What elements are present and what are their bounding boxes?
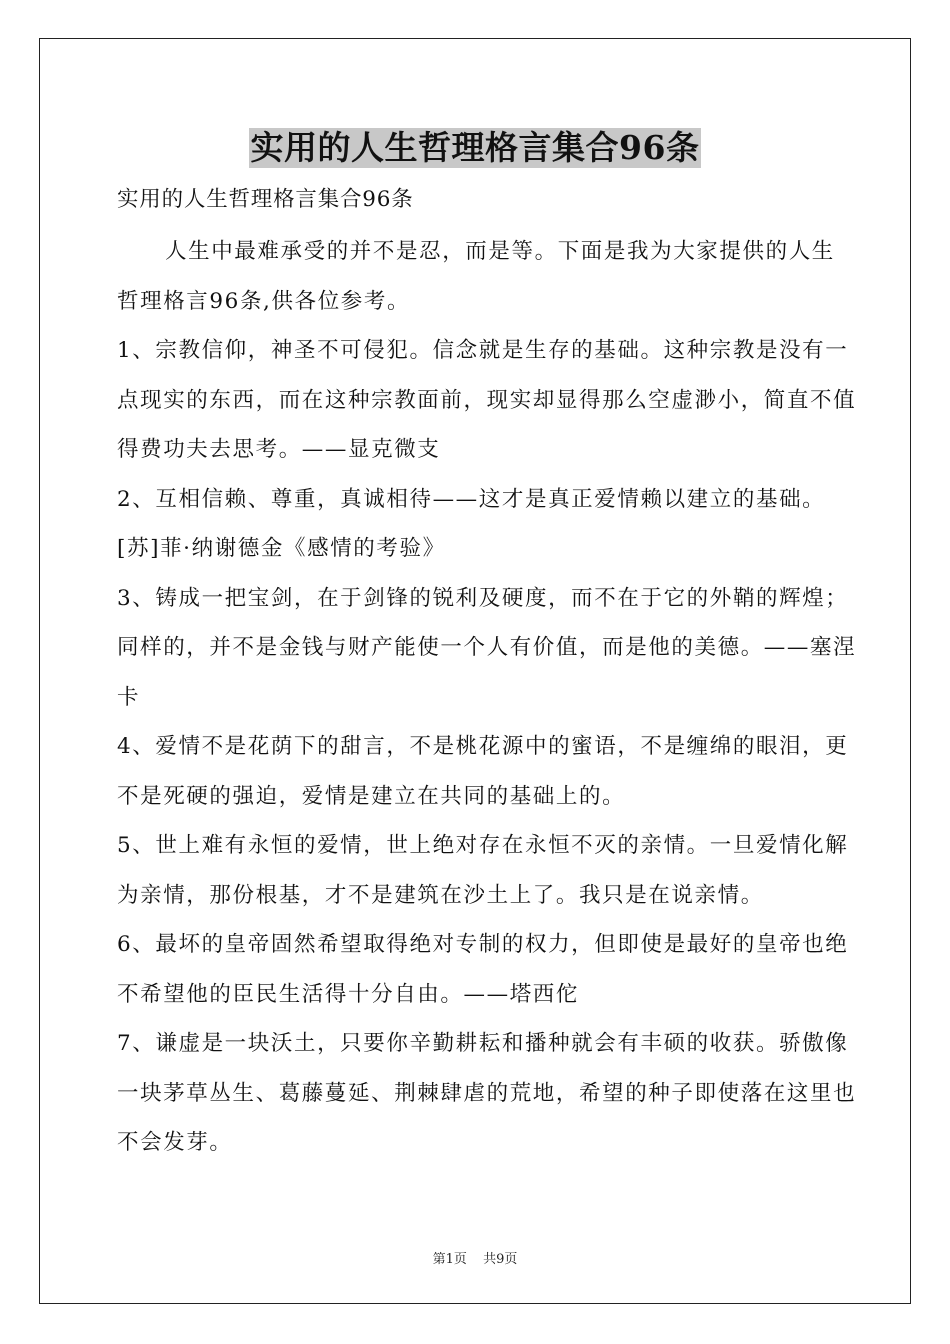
quote-item: 2、互相信赖、尊重，真诚相待——这才是真正爱情赖以建立的基础。[苏]菲·纳谢德金《感情的考验》 (117, 486, 826, 561)
document-body (117, 180, 857, 1168)
quote-item: 7、谦虚是一块沃土，只要你辛勤耕耘和播种就会有丰硕的收获。骄傲像一块茅草丛生、葛藤蔓延、荆棘肆虐的荒地，希望的种子即使落在这里也不会发芽。 (117, 1031, 857, 1155)
intro-paragraph: 人生中最难承受的并不是忍，而是等。下面是我为大家提供的人生哲理格言96条,供各位参考。 (117, 239, 835, 314)
page-footer (0, 1248, 950, 1267)
quote-item: 5、世上难有永恒的爱情，世上绝对存在永恒不灭的亲情。一旦爱情化解为亲情，那份根基，才不是建筑在沙土上了。我只是在说亲情。 (117, 833, 849, 908)
page-number: 第1页 (432, 1252, 467, 1267)
quote-item: 6、最坏的皇帝固然希望取得绝对专制的权力，但即使是最好的皇帝也绝不希望他的臣民生活得十分自由。——塔西佗 (117, 932, 849, 1007)
page-total: 共9页 (483, 1252, 518, 1267)
quote-item: 1、宗教信仰，神圣不可侵犯。信念就是生存的基础。这种宗教是没有一点现实的东西，而在这种宗教面前，现实却显得那么空虚渺小，简直不值得费功夫去思考。——显克微支 (117, 338, 857, 462)
quote-item: 4、爱情不是花荫下的甜言，不是桃花源中的蜜语，不是缠绵的眼泪，更不是死硬的强迫，爱情是建立在共同的基础上的。 (117, 734, 849, 809)
document-title: 实用的人生哲理格言集合96条 (250, 128, 700, 167)
document-subtitle: 实用的人生哲理格言集合96条 (117, 187, 414, 212)
title-area (0, 128, 950, 168)
quote-item: 3、铸成一把宝剑，在于剑锋的锐利及硬度，而不在于它的外鞘的辉煌；同样的，并不是金钱与财产能使一个人有价值，而是他的美德。——塞涅卡 (117, 585, 857, 710)
